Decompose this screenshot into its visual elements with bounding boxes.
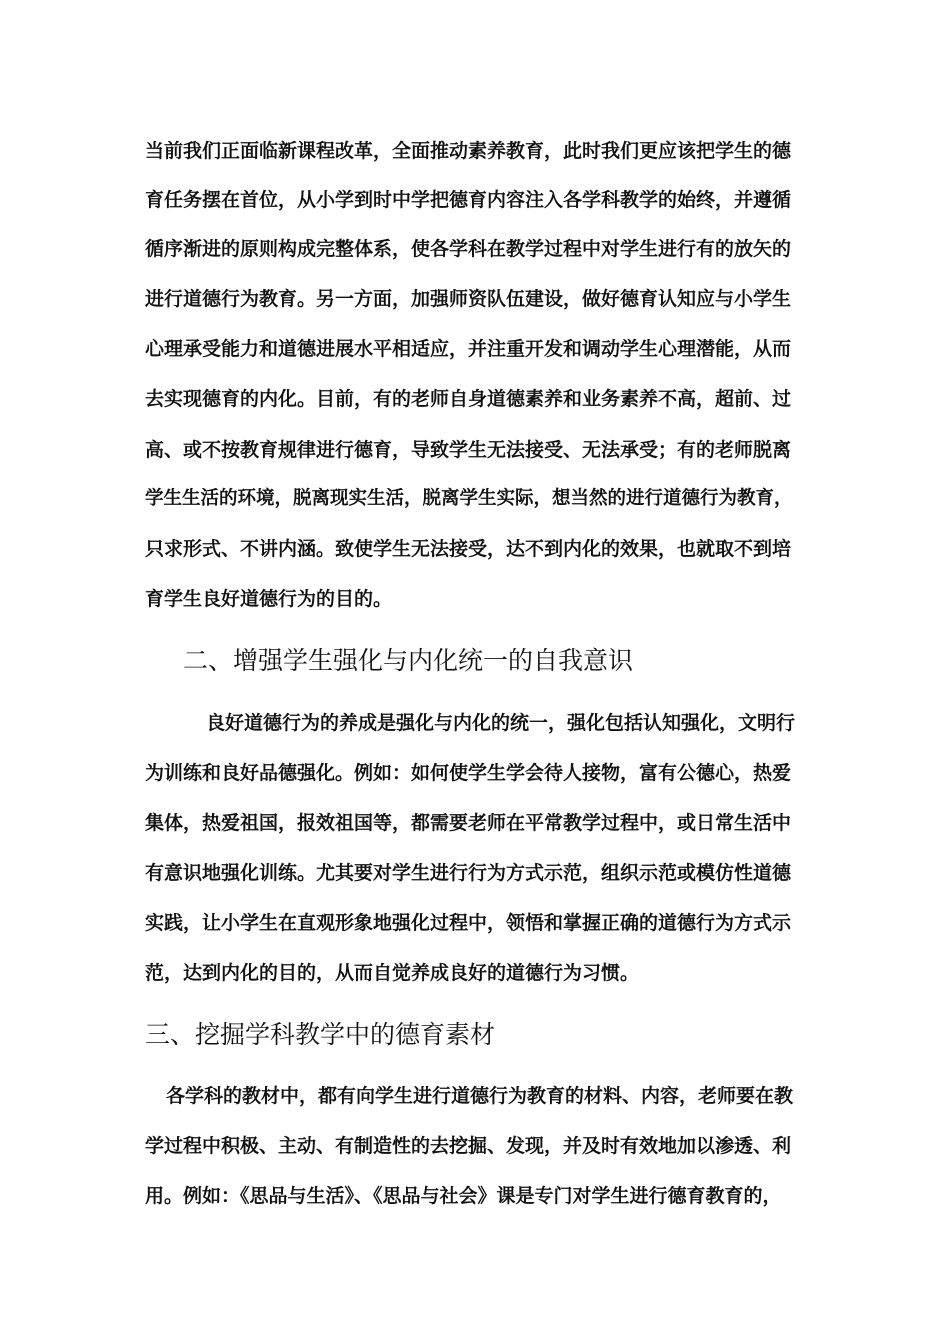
paragraph-line: 心理承受能力和道德进展水平相适应，并注重开发和调动学生心理潜能，从而 — [145, 338, 792, 360]
paragraph-line: 范，达到内化的目的，从而自觉养成良好的道德行为习惯。 — [145, 962, 640, 984]
section-heading: 二、增强学生强化与内化统一的自我意识 — [183, 646, 634, 675]
paragraph-line: 育任务摆在首位，从小学到时中学把德育内容注入各学科教学的始终，并遵循 — [145, 189, 792, 211]
paragraph-line: 育学生良好道德行为的目的。 — [145, 588, 393, 610]
paragraph-line: 为训练和良好品德强化。例如：如何使学生学会待人接物，富有公德心，热爱 — [145, 762, 792, 784]
paragraph-line: 良好道德行为的养成是强化与内化的统一，强化包括认知强化，文明行 — [206, 712, 796, 734]
paragraph-line: 去实现德育的内化。目前，有的老师自身道德素养和业务素养不高，超前、过 — [145, 388, 792, 410]
paragraph-line: 当前我们正面临新课程改革，全面推动素养教育，此时我们更应该把学生的德 — [145, 140, 792, 162]
paragraph-line: 循序渐进的原则构成完整体系，使各学科在教学过程中对学生进行有的放矢的 — [145, 238, 792, 260]
paragraph-line: 只求形式、不讲内涵。致使学生无法接受，达不到内化的效果，也就取不到培 — [145, 538, 792, 560]
section-heading: 三、挖掘学科教学中的德育素材 — [145, 1020, 496, 1049]
paragraph-line: 进行道德行为教育。另一方面，加强师资队伍建设，做好德育认知应与小学生 — [145, 288, 792, 310]
paragraph-line: 学过程中积极、主动、有制造性的去挖掘、发现，并及时有效地加以渗透、利 — [145, 1135, 792, 1157]
paragraph-line: 用。例如：《思品与生活》、《思品与社会》课是专门对学生进行德育教育的， — [145, 1185, 782, 1207]
paragraph-line: 集体，热爱祖国，报效祖国等，都需要老师在平常教学过程中，或日常生活中 — [145, 812, 792, 834]
paragraph-line: 高、或不按教育规律进行德育，导致学生无法接受、无法承受；有的老师脱离 — [145, 439, 792, 461]
paragraph-line: 学生生活的环境，脱离现实生活，脱离学生实际，想当然的进行道德行为教育， — [145, 488, 793, 509]
paragraph-line: 各学科的教材中，都有向学生进行道德行为教育的材料、内容，老师要在教 — [166, 1085, 794, 1107]
paragraph-line: 有意识地强化训练。尤其要对学生进行行为方式示范，组织示范或模仿性道德 — [145, 862, 792, 884]
paragraph-line: 实践，让小学生在直观形象地强化过程中，领悟和掌握正确的道德行为方式示 — [145, 912, 792, 934]
